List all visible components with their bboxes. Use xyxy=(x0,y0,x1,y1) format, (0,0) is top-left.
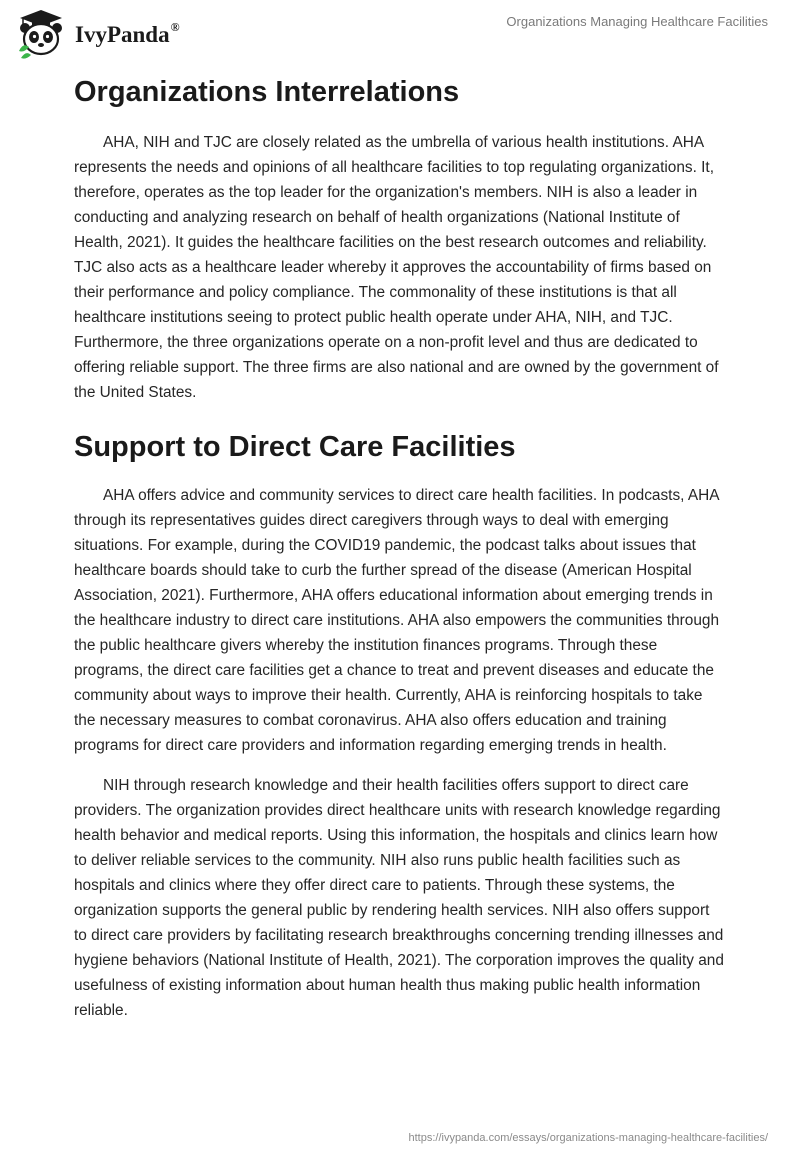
section-heading-interrelations: Organizations Interrelations xyxy=(74,76,460,108)
paragraph-nih-support: NIH through research knowledge and their health facilities offers support to direct care providers. The organization provides direct healthcare units with research knowledge regarding health behavior and medical reports. Using this information, the hospitals and clinics learn how to deliver reliable services to the community. NIH also runs public health facilities such as hospitals and clinics where they offer direct care to patients. Through these systems, the organization supports the general public by rendering health services. NIH also offers support to direct care providers by facilitating research breakthroughs concerning trending illnesses and hygiene behaviors (National Institute of Health, 2021). The corporation improves the quality and usefulness of existing information about human health thus making public health information reliable. xyxy=(74,777,724,1019)
source-url[interactable]: https://ivypanda.com/essays/organizations-managing-healthcare-facilities/ xyxy=(408,1132,768,1144)
panda-graduate-icon xyxy=(15,9,67,59)
ivypanda-logo[interactable] xyxy=(15,9,180,59)
paragraph-aha-support: AHA offers advice and community services to direct care health facilities. In podcasts, AHA through its representatives guides direct caregivers through ways to deal with emerging situations. For example, during the COVID19 pandemic, the podcast talks about issues that healthcare boards should take to curb the further spread of the disease (American Hospital Association, 2021). Furthermore, AHA offers educational information about emerging trends in the healthcare industry to direct care institutions. AHA also empowers the communities through the public healthcare givers whereby the institution finances programs. Through these programs, the direct care facilities get a chance to treat and prevent diseases and educate the community about ways to improve their health. Currently, AHA is reinforcing hospitals to take the necessary measures to combat coronavirus. AHA also offers education and training programs for direct care providers and information regarding emerging trends in health. xyxy=(74,487,720,754)
page-header xyxy=(0,0,800,70)
section-heading-support: Support to Direct Care Facilities xyxy=(74,431,516,463)
paragraph-interrelations: AHA, NIH and TJC are closely related as the umbrella of various health institutions. AHA represents the needs and opinions of all healthcare facilities to top regulating organizations. It, therefore, operates as the top leader for the organization's members. NIH is also a leader in conducting and analyzing research on behalf of health organizations (National Institute of Health, 2021). It guides the healthcare facilities on the best research outcomes and reliability. TJC also acts as a healthcare leader whereby it approves the accountability of firms based on their performance and policy compliance. The commonality of these institutions is that all healthcare institutions seeing to protect public health operate under AHA, NIH, and TJC. Furthermore, the three organizations operate on a non-profit level and thus are dedicated to offering reliable support. The three firms are also national and are owned by the government of the United States. xyxy=(74,134,719,401)
registered-mark: ® xyxy=(170,20,180,34)
document-title: Organizations Managing Healthcare Facilities xyxy=(506,14,768,29)
brand-name: IvyPanda® xyxy=(75,20,180,47)
essay-content xyxy=(74,74,726,1023)
